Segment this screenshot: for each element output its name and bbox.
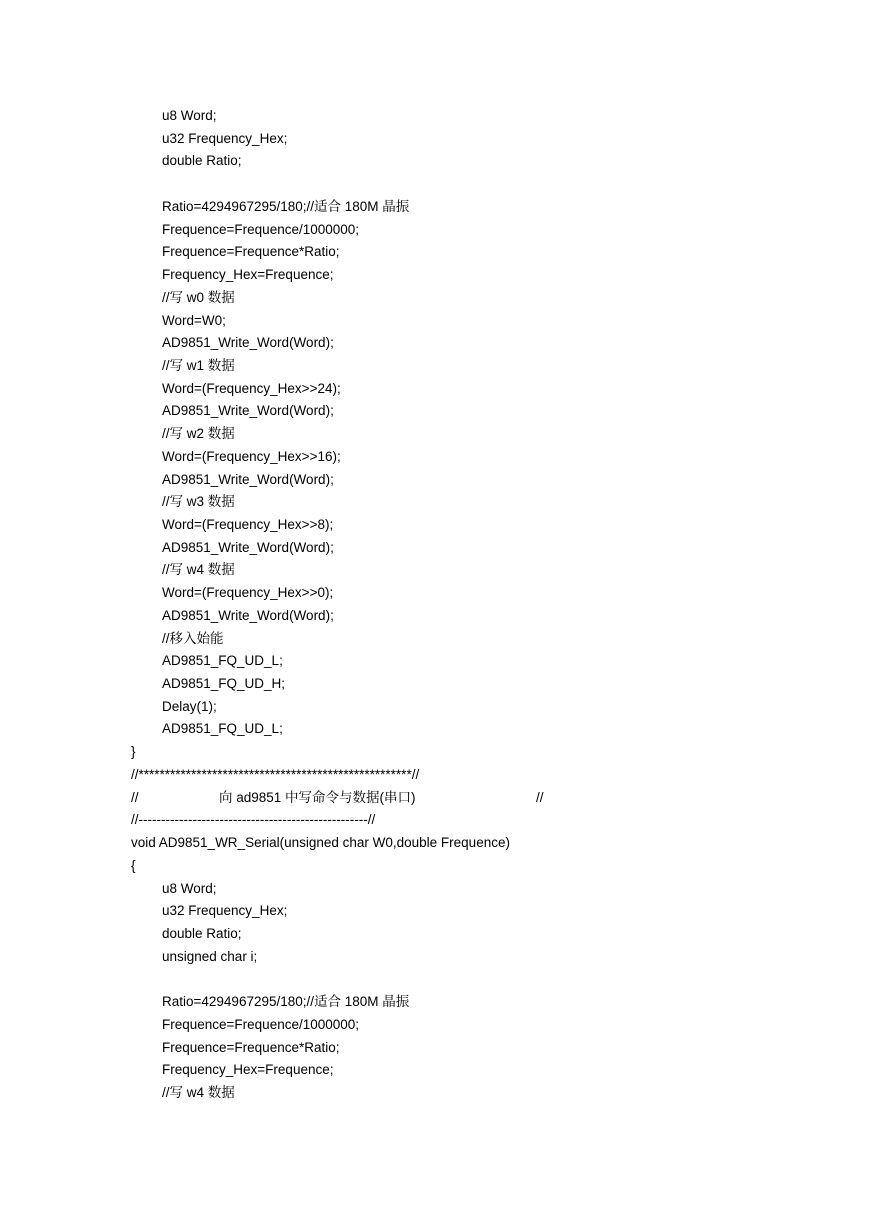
code-line — [162, 902, 862, 920]
code-text: Frequence=Frequence/1000000; — [162, 1016, 360, 1032]
code-line — [162, 993, 862, 1011]
code-line — [162, 1084, 862, 1102]
code-text: Frequency_Hex=Frequence; — [162, 267, 334, 282]
code-line — [162, 243, 862, 261]
code-line — [162, 652, 862, 670]
code-text: double Ratio; — [162, 153, 242, 169]
code-line — [162, 1016, 862, 1034]
code-text: } — [131, 744, 136, 760]
code-text: AD9851_Write_Word(Word); — [162, 607, 334, 623]
code-line — [162, 675, 862, 693]
code-text: Word=(Frequency_Hex>>16); — [162, 448, 341, 464]
code-text: { — [131, 857, 136, 873]
code-line — [162, 493, 862, 511]
code-text: AD9851_Write_Word(Word); — [162, 471, 334, 487]
code-text: Word=(Frequency_Hex>>8); — [162, 517, 334, 532]
code-line — [162, 630, 862, 648]
code-line — [162, 1039, 862, 1057]
code-line — [162, 175, 862, 193]
code-line — [131, 789, 831, 807]
code-text: unsigned char i; — [162, 948, 258, 964]
code-text: AD9851_Write_Word(Word); — [162, 335, 334, 351]
code-text: void AD9851_WR_Serial(unsigned char W0,double Frequence) — [131, 835, 510, 850]
code-line — [162, 720, 862, 738]
code-line — [131, 811, 831, 829]
code-text: Ratio=4294967295/180;//适合 180M 晶振 — [162, 198, 410, 214]
code-line — [162, 107, 862, 125]
code-text: Ratio=4294967295/180;//适合 180M 晶振 — [162, 994, 410, 1010]
code-line — [162, 130, 862, 148]
code-line — [131, 834, 831, 852]
code-line — [162, 948, 862, 966]
code-line — [162, 289, 862, 307]
code-text: //写 w0 数据 — [162, 289, 235, 305]
code-text: AD9851_FQ_UD_H; — [162, 676, 286, 691]
code-line — [162, 607, 862, 625]
code-line — [162, 448, 862, 466]
code-text: AD9851_Write_Word(Word); — [162, 539, 334, 555]
code-line — [162, 312, 862, 330]
code-line — [131, 857, 831, 875]
code-line — [162, 471, 862, 489]
code-line — [162, 221, 862, 239]
code-line — [162, 198, 862, 216]
code-text: //写 w4 数据 — [162, 562, 235, 578]
code-text: Frequence=Frequence*Ratio; — [162, 244, 340, 260]
code-line — [162, 402, 862, 420]
code-text: //---------------------------------------------------// — [131, 812, 376, 828]
code-text: //写 w2 数据 — [162, 426, 235, 442]
code-text: Delay(1); — [162, 698, 217, 714]
code-text: AD9851_FQ_UD_L; — [162, 653, 283, 669]
code-text: u32 Frequency_Hex; — [162, 130, 288, 146]
code-text: //****************************************************// — [131, 766, 420, 782]
code-line — [162, 425, 862, 443]
code-line — [162, 561, 862, 579]
code-text: u8 Word; — [162, 108, 217, 123]
code-text: // — [131, 789, 139, 805]
code-line — [162, 1061, 862, 1079]
code-line — [131, 766, 831, 784]
code-text: Frequency_Hex=Frequence; — [162, 1062, 334, 1078]
code-text: u8 Word; — [162, 880, 217, 896]
code-line — [162, 152, 862, 170]
code-line — [162, 970, 862, 988]
code-text: Word=W0; — [162, 312, 226, 328]
code-text: AD9851_Write_Word(Word); — [162, 403, 334, 419]
code-text: Word=(Frequency_Hex>>0); — [162, 585, 334, 601]
code-text: //移入始能 — [162, 630, 224, 646]
code-line — [162, 880, 862, 898]
code-text: u32 Frequency_Hex; — [162, 903, 288, 919]
code-text: double Ratio; — [162, 925, 242, 941]
code-text: AD9851_FQ_UD_L; — [162, 721, 283, 737]
code-text: //写 w1 数据 — [162, 357, 235, 373]
code-line — [162, 357, 862, 375]
code-line — [162, 334, 862, 352]
code-line — [162, 925, 862, 943]
section-comment-title: 向 ad9851 中写命令与数据(串口) — [219, 789, 416, 805]
code-line — [162, 266, 862, 284]
code-text: //写 w3 数据 — [162, 494, 235, 510]
code-text: Frequence=Frequence*Ratio; — [162, 1039, 340, 1055]
code-line — [131, 743, 831, 761]
code-line — [162, 584, 862, 602]
code-line — [162, 539, 862, 557]
code-text: Frequence=Frequence/1000000; — [162, 221, 360, 237]
code-text: //写 w4 数据 — [162, 1085, 235, 1100]
code-line — [162, 380, 862, 398]
code-line — [162, 516, 862, 534]
code-text: Word=(Frequency_Hex>>24); — [162, 380, 341, 396]
code-line — [162, 698, 862, 716]
section-comment-end: // — [536, 789, 544, 805]
